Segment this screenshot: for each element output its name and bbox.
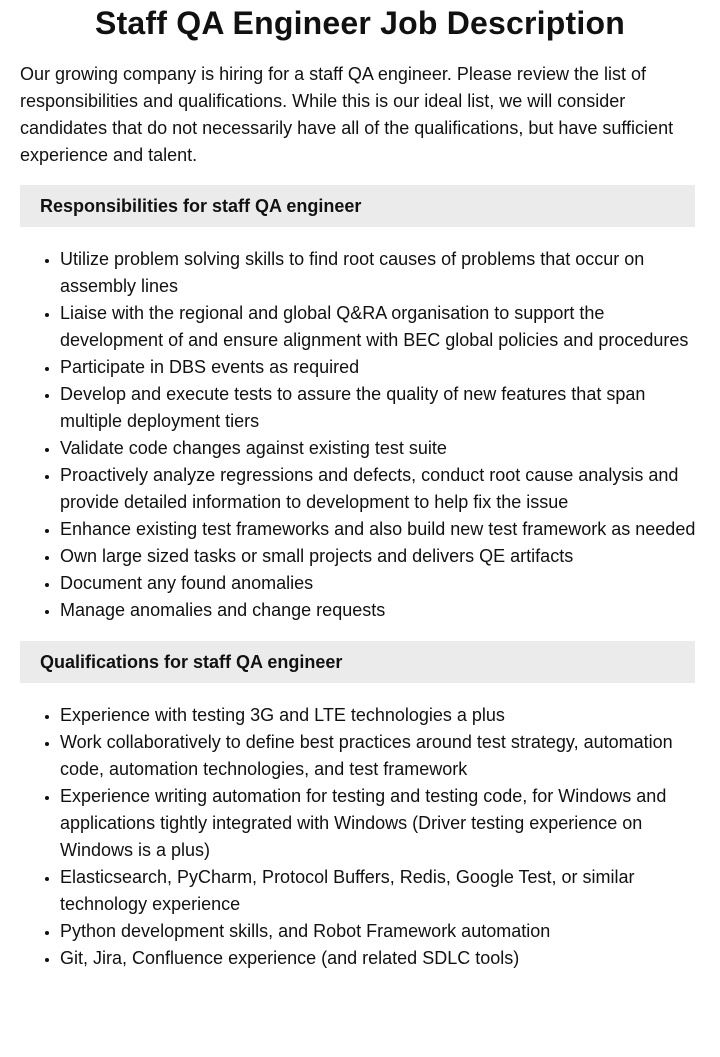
- list-item: • Participate in DBS events as required: [60, 354, 700, 381]
- responsibilities-list: [0, 246, 700, 624]
- responsibilities-heading: Responsibilities for staff QA engineer: [20, 185, 695, 227]
- list-item: • Validate code changes against existing test suite: [60, 435, 700, 462]
- list-item: • Proactively analyze regressions and defects, conduct root cause analysis and provide detailed information to development to help fix the issue: [60, 462, 700, 516]
- list-item: • Manage anomalies and change requests: [60, 597, 700, 624]
- list-item: • Liaise with the regional and global Q&RA organisation to support the development of and ensure alignment with BEC global policies and procedures: [60, 300, 700, 354]
- list-item: • Experience writing automation for testing and testing code, for Windows and applications tightly integrated with Windows (Driver testing experience on Windows is a plus): [60, 783, 700, 864]
- list-item: • Develop and execute tests to assure the quality of new features that span multiple deployment tiers: [60, 381, 700, 435]
- list-item: • Document any found anomalies: [60, 570, 700, 597]
- list-item: • Elasticsearch, PyCharm, Protocol Buffers, Redis, Google Test, or similar technology experience: [60, 864, 700, 918]
- list-item: • Work collaboratively to define best practices around test strategy, automation code, automation technologies, and test framework: [60, 729, 700, 783]
- page-title: Staff QA Engineer Job Description: [95, 5, 625, 41]
- qualifications-heading: Qualifications for staff QA engineer: [20, 641, 695, 683]
- list-item: • Python development skills, and Robot Framework automation: [60, 918, 700, 945]
- list-item: • Own large sized tasks or small projects and delivers QE artifacts: [60, 543, 700, 570]
- list-item: • Experience with testing 3G and LTE technologies a plus: [60, 702, 700, 729]
- list-item: • Git, Jira, Confluence experience (and related SDLC tools): [60, 945, 700, 972]
- qualifications-list: [0, 702, 700, 972]
- intro-paragraph: Our growing company is hiring for a staff QA engineer. Please review the list of responsibilities and qualifications. While this is our ideal list, we will consider candidates that do not necessarily have all of the qualifications, but have sufficient experience and talent.: [20, 64, 674, 165]
- list-item: • Enhance existing test frameworks and also build new test framework as needed: [60, 516, 700, 543]
- list-item: • Utilize problem solving skills to find root causes of problems that occur on assembly lines: [60, 246, 700, 300]
